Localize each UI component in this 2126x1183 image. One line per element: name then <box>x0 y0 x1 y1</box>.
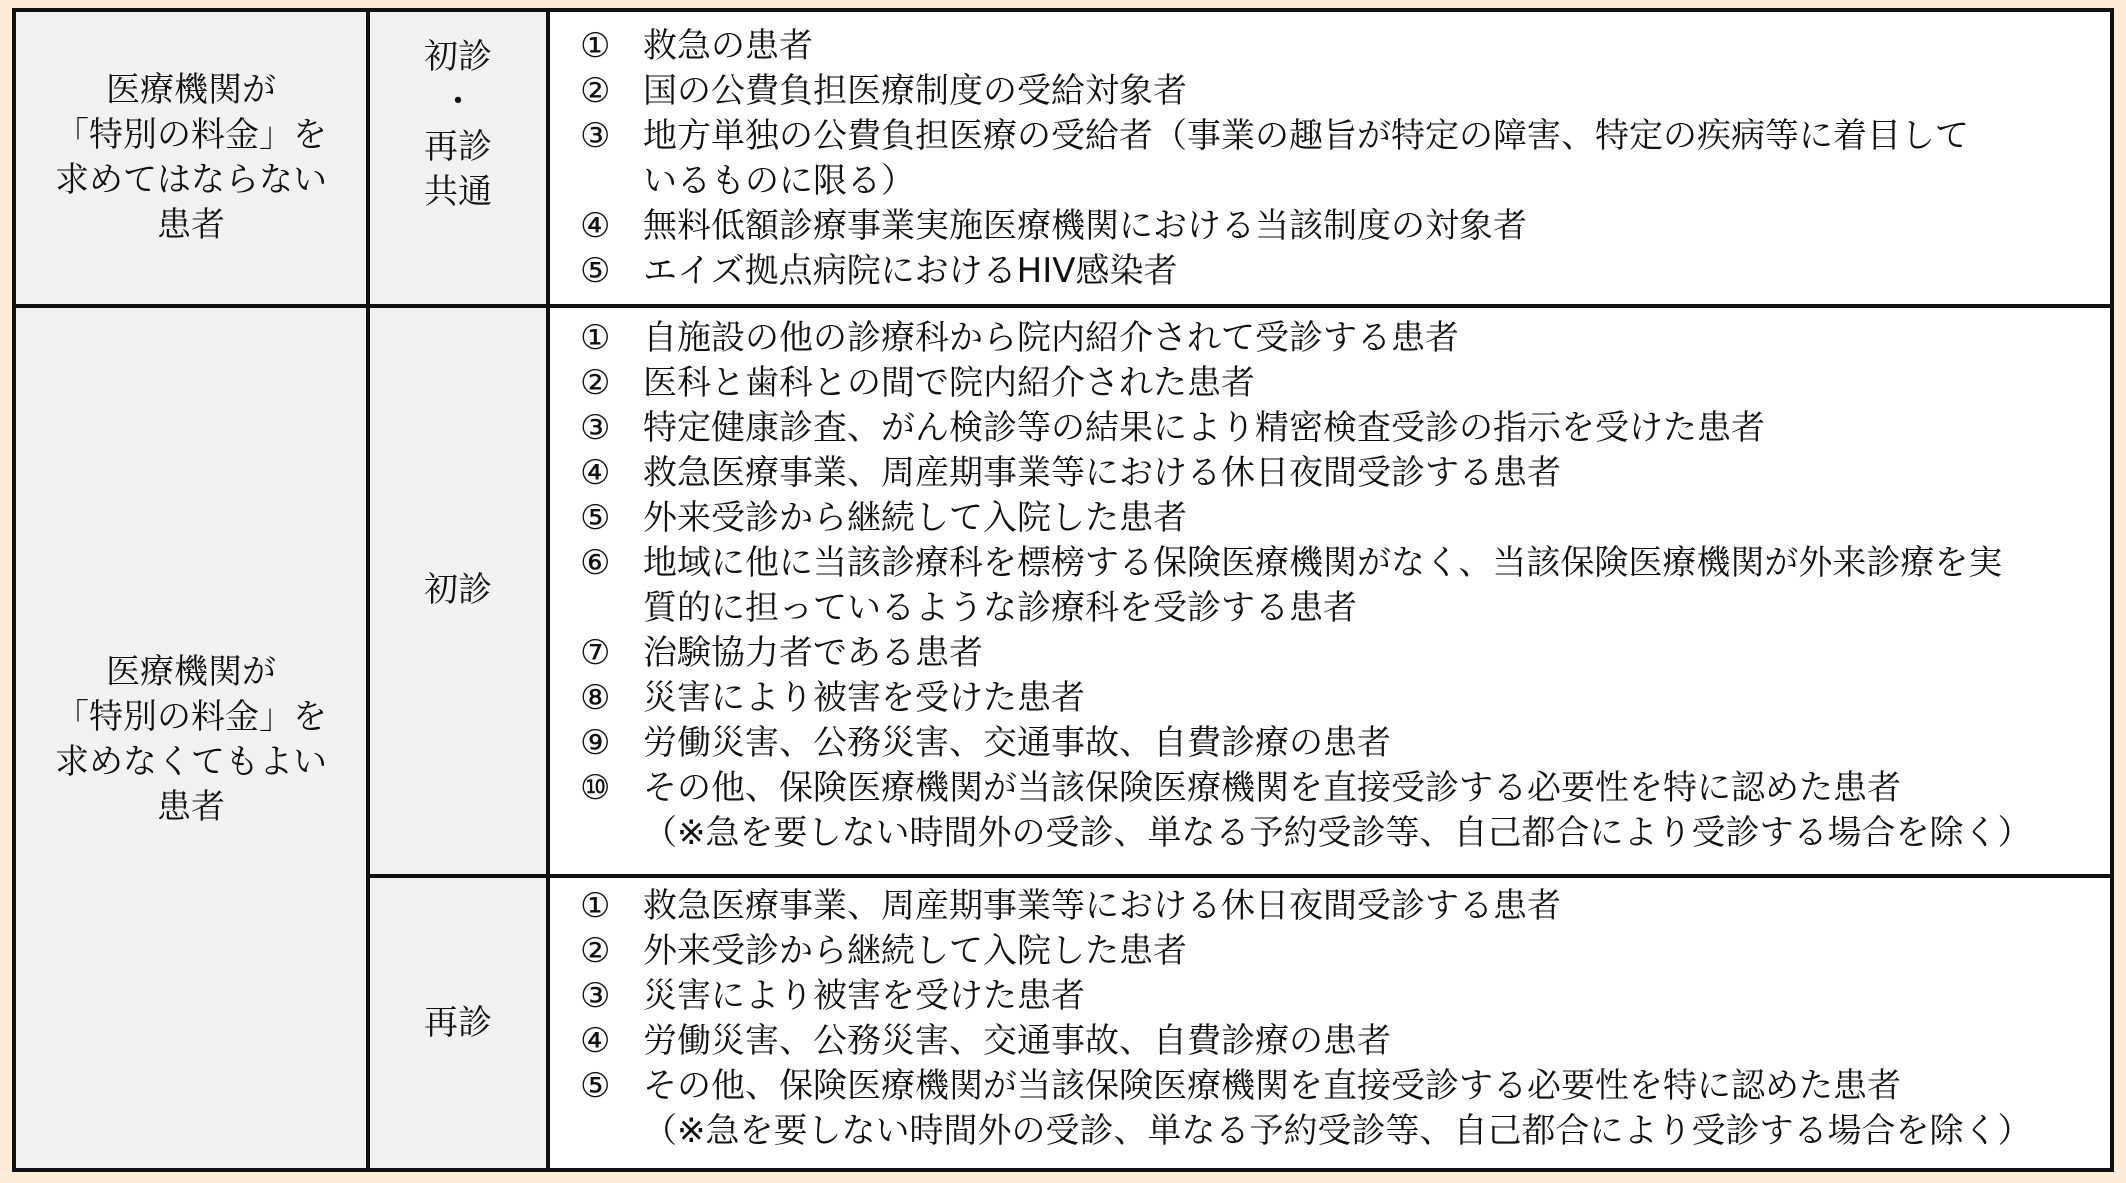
visit-type-label-first-visit: 初診 <box>424 570 492 610</box>
list-item: ④ 救急医療事業、周産期事業等における休日夜間受診する患者 <box>580 453 1561 493</box>
list-item: ① 自施設の他の診療科から院内紹介されて受診する患者 <box>580 318 1459 358</box>
list-item: ① 救急の患者 <box>580 26 813 66</box>
item-list-common <box>580 24 2090 294</box>
category-label-may-not-charge: 医療機関が 「特別の料金」を 求めなくてもよい 患者 <box>55 652 327 827</box>
item-list-return-visit <box>580 884 2090 1154</box>
list-item: ② 外来受診から継続して入院した患者 <box>580 931 1187 971</box>
item-list-cell-common <box>550 12 2110 304</box>
list-item: ⑧ 災害により被害を受けた患者 <box>580 678 1085 718</box>
list-item: ② 国の公費負担医療制度の受給対象者 <box>580 71 1187 111</box>
column-divider <box>366 12 370 1168</box>
list-item: ⑩ その他、保険医療機関が当該保険医療機関を直接受診する必要性を特に認めた患者 （※急を要しない時間外の受診、単なる予約受診等、自己都合により受診する場合を除く） <box>580 768 2032 853</box>
list-item: ⑨ 労働災害、公務災害、交通事故、自費診療の患者 <box>580 723 1391 763</box>
list-item: ⑦ 治験協力者である患者 <box>580 633 983 673</box>
visit-type-label-return-visit: 再診 <box>424 1003 492 1043</box>
row-divider <box>16 304 2110 308</box>
visit-type-cell-return-visit <box>370 878 546 1168</box>
list-item: ④ 労働災害、公務災害、交通事故、自費診療の患者 <box>580 1021 1391 1061</box>
visit-type-cell-first-visit <box>370 308 546 874</box>
row-divider <box>370 874 2110 878</box>
list-item: ③ 特定健康診査、がん検診等の結果により精密検査受診の指示を受けた患者 <box>580 408 1765 448</box>
list-item: ④ 無料低額診療事業実施医療機関における当該制度の対象者 <box>580 206 1527 246</box>
list-item: ⑤ エイズ拠点病院におけるHIV感染者 <box>580 251 1178 291</box>
list-item: ⑤ その他、保険医療機関が当該保険医療機関を直接受診する必要性を特に認めた患者 （※急を要しない時間外の受診、単なる予約受診等、自己都合により受診する場合を除く） <box>580 1066 2032 1151</box>
column-divider <box>546 12 550 1168</box>
list-item: ③ 災害により被害を受けた患者 <box>580 976 1085 1016</box>
category-cell-may-not-charge <box>16 308 366 1168</box>
list-item: ③ 地方単独の公費負担医療の受給者（事業の趣旨が特定の障害、特定の疾病等に着目して いるものに限る） <box>580 116 1969 201</box>
list-item: ⑤ 外来受診から継続して入院した患者 <box>580 498 1187 538</box>
list-item: ⑥ 地域に他に当該診療科を標榜する保険医療機関がなく、当該保険医療機関が外来診療を実 質的に担っているような診療科を受診する患者 <box>580 543 2003 628</box>
visit-type-cell-common <box>370 12 546 304</box>
item-list-cell-return-visit <box>550 878 2110 1168</box>
item-list-cell-first-visit <box>550 308 2110 874</box>
patient-fee-table <box>12 8 2114 1172</box>
visit-type-label-common: 初診 ・ 再診 共通 <box>424 37 492 212</box>
list-item: ② 医科と歯科との間で院内紹介された患者 <box>580 363 1255 403</box>
category-cell-must-not-charge <box>16 12 366 304</box>
category-label-must-not-charge: 医療機関が 「特別の料金」を 求めてはならない 患者 <box>55 70 327 245</box>
list-item: ① 救急医療事業、周産期事業等における休日夜間受診する患者 <box>580 886 1561 926</box>
item-list-first-visit <box>580 316 2090 856</box>
